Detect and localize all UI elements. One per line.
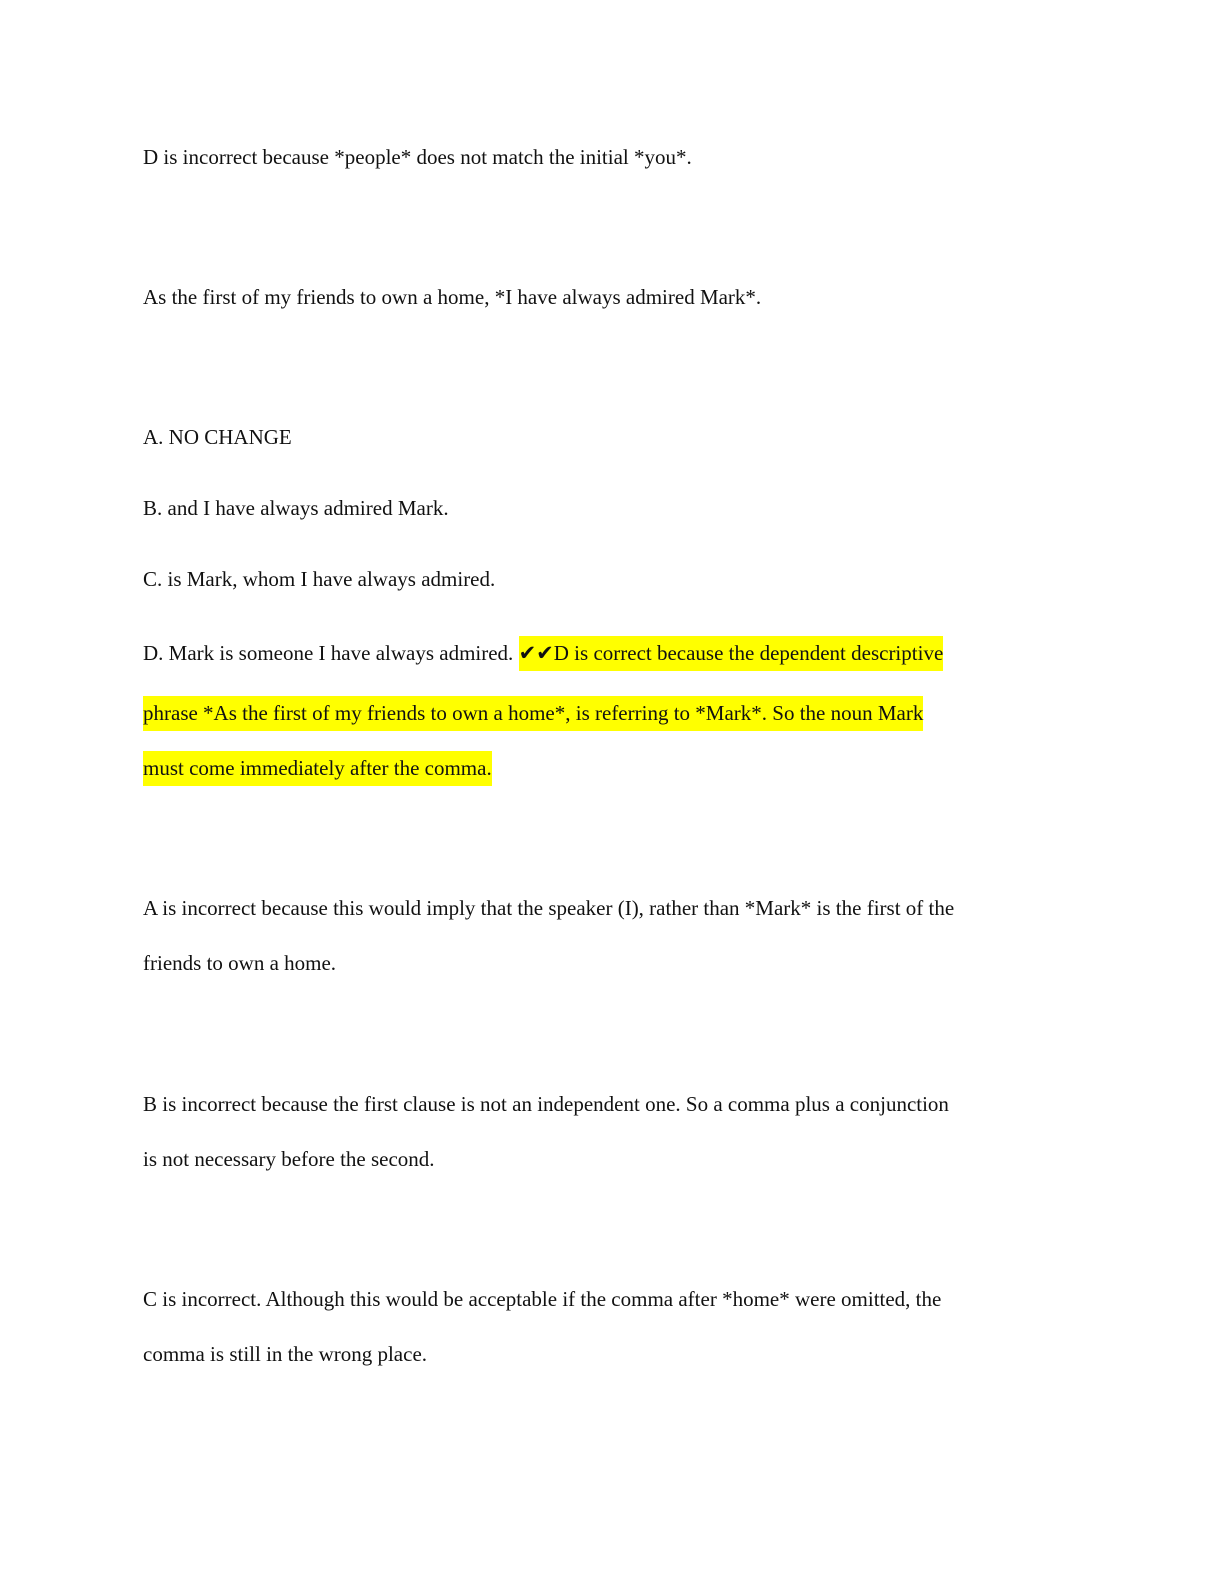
- answer-highlight: [519, 636, 944, 671]
- answer-line2-row: [143, 703, 923, 724]
- explanation-d-previous: D is incorrect because *people* does not match the initial *you*.: [143, 145, 692, 169]
- option-d: D. Mark is someone I have always admired.: [143, 641, 519, 665]
- answer-text-line1: D is correct because the dependent descriptive: [553, 641, 944, 665]
- answer-text-line3: must come immediately after the comma.: [143, 751, 492, 786]
- answer-text-line2: phrase *As the first of my friends to own a home*, is referring to *Mark*. So the noun Mark: [143, 696, 923, 731]
- explanation-c-line1: C is incorrect. Although this would be acceptable if the comma after *home* were omitted, the: [143, 1287, 942, 1311]
- explanation-c-line2: comma is still in the wrong place.: [143, 1342, 428, 1366]
- option-c: C. is Mark, whom I have always admired.: [143, 567, 496, 591]
- answer-line3-row: [143, 758, 492, 779]
- explanation-b-line1: B is incorrect because the first clause is not an independent one. So a comma plus a conjunction: [143, 1092, 949, 1116]
- explanation-b-line2: is not necessary before the second.: [143, 1147, 435, 1171]
- checkmark-icon: ✔✔: [518, 641, 554, 665]
- option-b: B. and I have always admired Mark.: [143, 496, 449, 520]
- explanation-a-line2: friends to own a home.: [143, 951, 337, 975]
- explanation-a-line1: A is incorrect because this would imply that the speaker (I), rather than *Mark* is the first of the: [143, 896, 955, 920]
- question-sentence: As the first of my friends to own a home, *I have always admired Mark*.: [143, 285, 762, 309]
- option-a: A. NO CHANGE: [143, 425, 292, 449]
- option-d-row: [143, 643, 943, 664]
